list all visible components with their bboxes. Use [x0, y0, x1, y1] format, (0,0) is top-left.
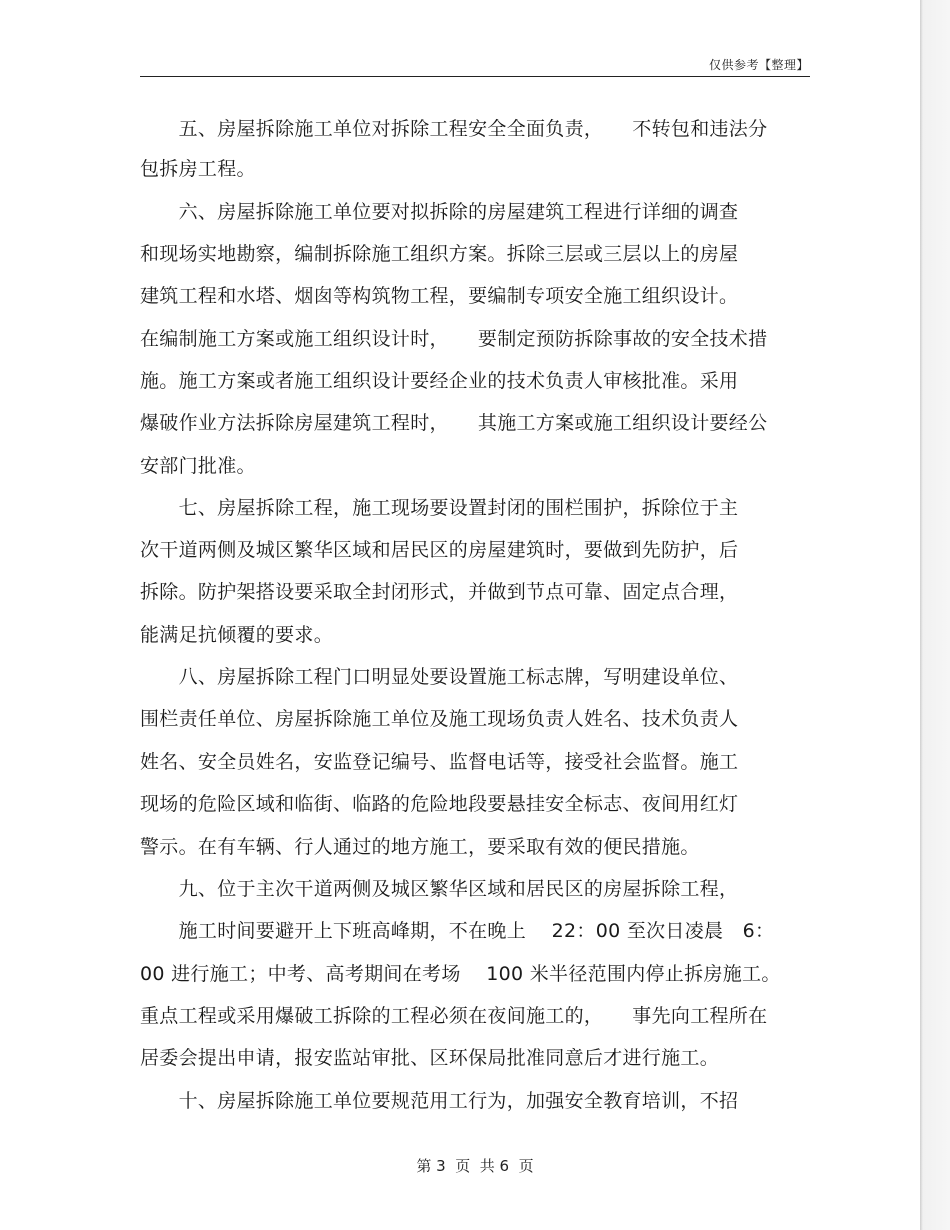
text-line: 现场的危险区域和临街、临路的危险地段要悬挂安全标志、夜间用红灯: [140, 793, 739, 815]
text-line: 重点工程或采用爆破工拆除的工程必须在夜间施工的， 事先向工程所在: [140, 1005, 768, 1027]
header-note: 仅供参考【整理】: [708, 58, 809, 72]
text-line: 爆破作业方法拆除房屋建筑工程时， 其施工方案或施工组织设计要经公: [140, 412, 768, 434]
text-line: 围栏责任单位、房屋拆除施工单位及施工现场负责人姓名、技术负责人: [140, 708, 739, 730]
page-number: 第 3 页 共 6 页: [416, 1157, 534, 1175]
text-line: 八、房屋拆除工程门口明显处要设置施工标志牌，写明建设单位、: [140, 666, 739, 688]
text-line: 安部门批准。: [140, 455, 256, 477]
text-line: 00 进行施工；中考、高考期间在考场 100 米半径范围内停止拆房施工。: [140, 963, 781, 985]
text-line: 拆除。防护架搭设要采取全封闭形式，并做到节点可靠、固定点合理，: [140, 581, 739, 603]
text-line: 建筑工程和水塔、烟囱等构筑物工程，要编制专项安全施工组织设计。: [140, 285, 739, 307]
text-line: 警示。在有车辆、行人通过的地方施工，要采取有效的便民措施。: [140, 836, 700, 858]
header-divider: [140, 76, 810, 77]
text-line: 能满足抗倾覆的要求。: [140, 624, 334, 646]
text-line: 九、位于主次干道两侧及城区繁华区域和居民区的房屋拆除工程，: [140, 878, 739, 900]
text-line: 居委会提出申请，报安监站审批、区环保局批准同意后才进行施工。: [140, 1047, 720, 1069]
text-line: 施工时间要避开上下班高峰期，不在晚上 22：00 至次日凌晨 6：: [140, 920, 775, 942]
text-line: 和现场实地勘察，编制拆除施工组织方案。拆除三层或三层以上的房屋: [140, 243, 739, 265]
text-line: 七、房屋拆除工程，施工现场要设置封闭的围栏围护，拆除位于主: [140, 497, 739, 519]
text-line: 包拆房工程。: [140, 158, 256, 180]
text-line: 姓名、安全员姓名，安监登记编号、监督电话等，接受社会监督。施工: [140, 751, 739, 773]
text-line: 在编制施工方案或施工组织设计时， 要制定预防拆除事故的安全技术措: [140, 328, 768, 350]
text-line: 六、房屋拆除施工单位要对拟拆除的房屋建筑工程进行详细的调查: [140, 201, 739, 223]
page-edge-shadow: [920, 0, 950, 1230]
text-line: 十、房屋拆除施工单位要规范用工行为，加强安全教育培训，不招: [140, 1090, 739, 1112]
text-line: 施。施工方案或者施工组织设计要经企业的技术负责人审核批准。采用: [140, 370, 739, 392]
text-line: 次干道两侧及城区繁华区域和居民区的房屋建筑时，要做到先防护，后: [140, 539, 739, 561]
text-line: 五、房屋拆除施工单位对拆除工程安全全面负责， 不转包和违法分: [140, 118, 768, 140]
